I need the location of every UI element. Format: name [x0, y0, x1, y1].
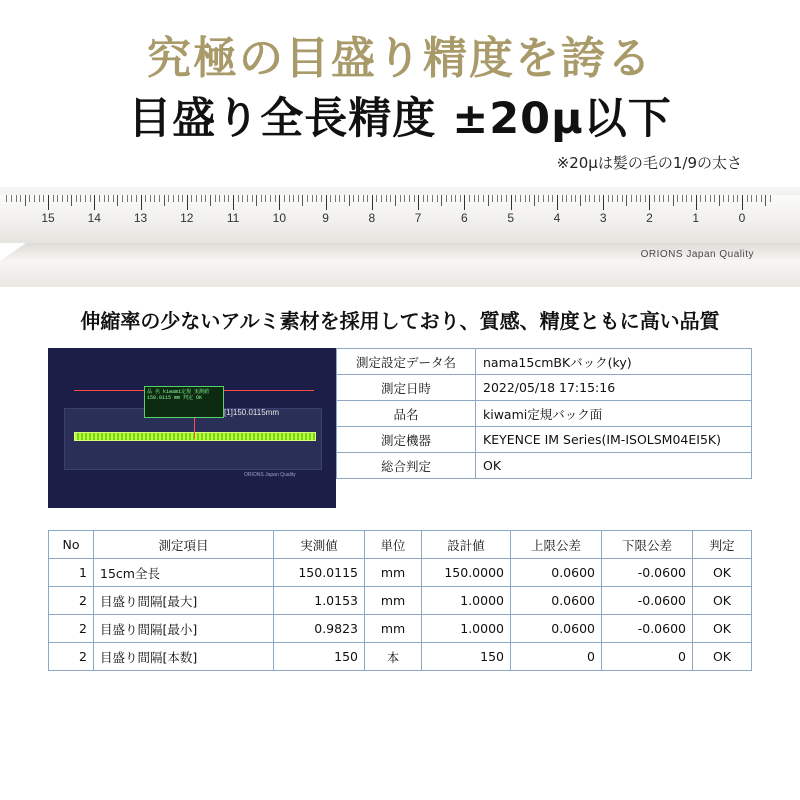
ruler-tick: [247, 195, 248, 202]
ruler-tick: [99, 195, 100, 202]
ruler-tick: [210, 195, 211, 206]
ruler-tick: [751, 195, 752, 202]
ruler-tick: [636, 195, 637, 202]
ruler-tick: [284, 195, 285, 202]
ruler-tick: [654, 195, 655, 202]
subtitle-text: 伸縮率の少ないアルミ素材を採用しており、質感、精度ともに高い品質: [80, 309, 720, 334]
ruler-tick: [279, 195, 280, 210]
results-cell-unit: mm: [365, 615, 422, 643]
results-cell-lower: 0: [602, 643, 693, 671]
ruler-tick: [275, 195, 276, 202]
ruler-tick: [76, 195, 77, 202]
ruler-number: 10: [272, 211, 287, 226]
ruler-tick: [187, 195, 188, 210]
ruler-tick: [67, 195, 68, 202]
ruler-number: 15: [41, 211, 55, 226]
measurement-info-table: [336, 348, 752, 479]
ruler-tick: [131, 195, 132, 202]
headline-footnote: ※20μは髪の毛の1/9の太さ: [556, 154, 742, 173]
results-header-row: [49, 531, 752, 559]
ruler-tick: [455, 195, 456, 202]
ruler-tick: [94, 195, 95, 210]
table-row: [49, 587, 752, 615]
ruler-base: [0, 261, 800, 287]
ruler-tick: [117, 195, 118, 206]
results-cell-upper: 0: [511, 643, 602, 671]
headline-block: [0, 0, 800, 173]
ruler-tick: [316, 195, 317, 202]
ruler-tick: [39, 195, 40, 202]
ruler-tick: [302, 195, 303, 206]
ruler-tick: [608, 195, 609, 202]
ruler-tick: [501, 195, 502, 202]
ruler-tick: [265, 195, 266, 202]
results-cell-lower: -0.0600: [602, 615, 693, 643]
ruler-tick: [53, 195, 54, 202]
ruler-tick: [191, 195, 192, 202]
results-cell-no: 2: [49, 587, 94, 615]
ruler-tick: [580, 195, 581, 206]
results-cell-lower: -0.0600: [602, 559, 693, 587]
ruler-tick: [562, 195, 563, 202]
ruler-tick: [446, 195, 447, 202]
ruler-tick: [506, 195, 507, 202]
ruler-tick: [747, 195, 748, 202]
ruler-number: 8: [368, 211, 376, 226]
results-header-cell: 実測値: [274, 531, 365, 559]
ruler-tick: [640, 195, 641, 202]
ruler-tick: [566, 195, 567, 202]
ruler-tick: [552, 195, 553, 202]
results-cell-design: 150: [422, 643, 511, 671]
ruler-tick: [104, 195, 105, 202]
ruler-tick: [363, 195, 364, 202]
ruler-number: 0: [738, 211, 746, 226]
ruler-tick: [557, 195, 558, 210]
ruler-tick: [233, 195, 234, 210]
ruler-tick: [659, 195, 660, 202]
ruler-tick: [451, 195, 452, 202]
ruler-tick: [85, 195, 86, 202]
ruler-tick: [441, 195, 442, 206]
ruler-tick: [603, 195, 604, 210]
info-row: [337, 401, 752, 427]
ruler-tick: [270, 195, 271, 202]
ruler-tick: [321, 195, 322, 202]
info-row-label: 測定日時: [337, 375, 476, 401]
ruler-tick: [543, 195, 544, 202]
results-cell-item: 目盛り間隔[最小]: [94, 615, 274, 643]
ruler-number: 11: [226, 211, 240, 226]
ruler-tick: [700, 195, 701, 202]
ruler-tick: [626, 195, 627, 206]
info-row-label: 測定機器: [337, 427, 476, 453]
ruler-tick: [90, 195, 91, 202]
ruler-tick: [427, 195, 428, 202]
ruler-tick: [339, 195, 340, 202]
ruler-body: [0, 195, 800, 244]
ruler-tick: [432, 195, 433, 202]
ruler-tick: [663, 195, 664, 202]
ruler-number: 12: [180, 211, 194, 226]
ruler-tick: [617, 195, 618, 202]
ruler-tick: [113, 195, 114, 202]
ruler-tick: [358, 195, 359, 202]
ruler-tick: [497, 195, 498, 202]
ruler-tick: [173, 195, 174, 202]
ruler-tick: [631, 195, 632, 202]
photo-small-text: ORIONS Japan Quality: [244, 472, 296, 479]
ruler-tick: [43, 195, 44, 202]
ruler-tick: [196, 195, 197, 202]
ruler-tick: [11, 195, 12, 202]
results-cell-measured: 150: [274, 643, 365, 671]
ruler-number: 1: [692, 211, 700, 226]
results-cell-item: 目盛り間隔[本数]: [94, 643, 274, 671]
ruler-tick: [330, 195, 331, 202]
ruler-tick: [723, 195, 724, 202]
results-cell-judge: OK: [693, 643, 752, 671]
ruler-tick: [696, 195, 697, 210]
ruler-number: 3: [599, 211, 607, 226]
ruler-tick: [400, 195, 401, 202]
results-cell-no: 1: [49, 559, 94, 587]
photo-overlay-readout: 品 名 kiwami定規 実測値 150.0115 mm 判定 OK: [144, 386, 224, 418]
ruler-tick: [386, 195, 387, 202]
ruler-tick: [515, 195, 516, 202]
ruler-tick: [150, 195, 151, 202]
ruler-tick: [164, 195, 165, 206]
results-cell-unit: 本: [365, 643, 422, 671]
ruler-tick: [159, 195, 160, 202]
ruler-tick: [307, 195, 308, 202]
info-row: [337, 375, 752, 401]
results-cell-item: 15cm全長: [94, 559, 274, 587]
ruler-tick: [728, 195, 729, 202]
results-section: [48, 530, 752, 671]
ruler-tick: [756, 195, 757, 202]
ruler-tick: [765, 195, 766, 206]
ruler-tick: [677, 195, 678, 202]
info-row: [337, 427, 752, 453]
ruler-tick: [298, 195, 299, 202]
ruler-tick: [25, 195, 26, 206]
ruler-number: 9: [322, 211, 329, 226]
info-row-label: 総合判定: [337, 453, 476, 479]
ruler-tick: [520, 195, 521, 202]
results-header-cell: 測定項目: [94, 531, 274, 559]
photo-measured-scale: [74, 432, 316, 441]
results-cell-design: 150.0000: [422, 559, 511, 587]
headline-primary: 究極の目盛り精度を誇る: [147, 33, 653, 84]
ruler-number: 2: [646, 211, 653, 226]
ruler-tick: [761, 195, 762, 202]
table-row: [49, 643, 752, 671]
ruler-tick: [376, 195, 377, 202]
results-cell-no: 2: [49, 643, 94, 671]
ruler-tick: [437, 195, 438, 202]
info-row: [337, 349, 752, 375]
ruler-number: 7: [414, 211, 422, 226]
ruler-tick: [353, 195, 354, 202]
results-cell-upper: 0.0600: [511, 615, 602, 643]
info-row-label: 品名: [337, 401, 476, 427]
results-cell-item: 目盛り間隔[最大]: [94, 587, 274, 615]
ruler-tick: [71, 195, 72, 206]
ruler-tick: [575, 195, 576, 202]
results-cell-judge: OK: [693, 587, 752, 615]
ruler-tick: [136, 195, 137, 202]
ruler-tick: [737, 195, 738, 202]
ruler-tick: [686, 195, 687, 202]
photo-dimension-label: [1]150.0115mm: [224, 408, 279, 418]
ruler-number: 14: [87, 211, 101, 226]
ruler-tick: [589, 195, 590, 202]
ruler-tick: [154, 195, 155, 202]
results-cell-no: 2: [49, 615, 94, 643]
ruler-tick: [372, 195, 373, 210]
ruler-tick: [367, 195, 368, 202]
ruler-tick: [511, 195, 512, 210]
ruler-tick: [261, 195, 262, 202]
ruler-tick: [201, 195, 202, 202]
ruler-tick: [205, 195, 206, 202]
ruler-tick: [719, 195, 720, 206]
results-cell-measured: 0.9823: [274, 615, 365, 643]
ruler-tick: [594, 195, 595, 202]
ruler-tick: [492, 195, 493, 202]
ruler-tick: [488, 195, 489, 206]
ruler-tick: [404, 195, 405, 202]
results-cell-unit: mm: [365, 587, 422, 615]
ruler-tick: [525, 195, 526, 202]
ruler-tick: [673, 195, 674, 206]
ruler-tick: [48, 195, 49, 210]
ruler-tick: [215, 195, 216, 202]
ruler-tick: [29, 195, 30, 202]
ruler-tick: [20, 195, 21, 202]
ruler-tick: [548, 195, 549, 202]
ruler-tick: [122, 195, 123, 202]
ruler-tick: [668, 195, 669, 202]
ruler-tick: [423, 195, 424, 202]
ruler-number: 5: [507, 211, 514, 226]
ruler-tick: [168, 195, 169, 202]
ruler-tick: [710, 195, 711, 202]
ruler-number: 6: [461, 211, 468, 226]
ruler-tick: [733, 195, 734, 202]
ruler-tick: [80, 195, 81, 202]
results-cell-lower: -0.0600: [602, 587, 693, 615]
ruler-tick: [414, 195, 415, 202]
ruler-tick: [242, 195, 243, 202]
ruler-tick: [34, 195, 35, 202]
info-row-value: nama15cmBKバック(ky): [476, 349, 752, 375]
ruler-number: 13: [133, 211, 148, 226]
table-row: [49, 559, 752, 587]
results-header-cell: 上限公差: [511, 531, 602, 559]
ruler-tick: [381, 195, 382, 202]
ruler-tick: [349, 195, 350, 206]
ruler-tick: [312, 195, 313, 202]
ruler-tick: [182, 195, 183, 202]
ruler-tick: [538, 195, 539, 202]
ruler-tick: [770, 195, 771, 202]
ruler-tick: [469, 195, 470, 202]
ruler-tick: [571, 195, 572, 202]
ruler-tick: [326, 195, 327, 210]
results-header-cell: 設計値: [422, 531, 511, 559]
ruler-tick: [464, 195, 465, 210]
ruler-tick: [108, 195, 109, 202]
measurement-photo: [48, 348, 336, 508]
ruler-tick: [57, 195, 58, 202]
ruler-tick: [395, 195, 396, 206]
ruler-tick: [344, 195, 345, 202]
ruler-tick: [599, 195, 600, 202]
ruler-tick: [127, 195, 128, 202]
ruler-tick: [534, 195, 535, 206]
ruler-tick: [705, 195, 706, 202]
ruler-tick: [224, 195, 225, 202]
ruler-tick: [6, 195, 7, 202]
ruler-left-tip: [0, 243, 26, 261]
results-cell-upper: 0.0600: [511, 587, 602, 615]
results-cell-unit: mm: [365, 559, 422, 587]
info-row: [337, 453, 752, 479]
results-cell-judge: OK: [693, 615, 752, 643]
ruler-tick: [474, 195, 475, 202]
ruler-tick: [682, 195, 683, 202]
ruler-tick: [622, 195, 623, 202]
ruler-tick: [418, 195, 419, 210]
ruler-tick: [289, 195, 290, 202]
info-row-label: 測定設定データ名: [337, 349, 476, 375]
ruler-tick: [141, 195, 142, 210]
ruler-brand-text: ORIONS Japan Quality: [640, 249, 754, 261]
ruler-photo: [0, 187, 800, 287]
ruler-tick: [714, 195, 715, 202]
ruler-tick: [390, 195, 391, 202]
info-row-value: kiwami定規バック面: [476, 401, 752, 427]
results-cell-measured: 1.0153: [274, 587, 365, 615]
ruler-tick: [238, 195, 239, 202]
ruler-tick: [178, 195, 179, 202]
table-row: [49, 615, 752, 643]
ruler-tick: [62, 195, 63, 202]
ruler-tick: [645, 195, 646, 202]
ruler-tick: [478, 195, 479, 202]
ruler-tick: [409, 195, 410, 202]
results-cell-design: 1.0000: [422, 587, 511, 615]
ruler-tick: [219, 195, 220, 202]
ruler-tick: [145, 195, 146, 202]
ruler-tick: [691, 195, 692, 202]
results-header-cell: 単位: [365, 531, 422, 559]
results-table: [48, 530, 752, 671]
headline-secondary: 目盛り全長精度 ±20μ以下: [128, 93, 672, 144]
ruler-tick: [335, 195, 336, 202]
ruler-tick: [483, 195, 484, 202]
ruler-tick: [256, 195, 257, 206]
ruler-tick: [293, 195, 294, 202]
ruler-tick: [742, 195, 743, 210]
ruler-tick: [612, 195, 613, 202]
info-row-value: 2022/05/18 17:15:16: [476, 375, 752, 401]
ruler-tick: [460, 195, 461, 202]
ruler-tick: [228, 195, 229, 202]
ruler-number: 4: [553, 211, 561, 226]
results-header-cell: 下限公差: [602, 531, 693, 559]
info-row-value: KEYENCE IM Series(IM-ISOLSM04EI5K): [476, 427, 752, 453]
results-cell-measured: 150.0115: [274, 559, 365, 587]
measurement-block: [48, 348, 752, 508]
info-row-value: OK: [476, 453, 752, 479]
results-cell-upper: 0.0600: [511, 559, 602, 587]
ruler-tick: [252, 195, 253, 202]
results-cell-design: 1.0000: [422, 615, 511, 643]
ruler-tick: [529, 195, 530, 202]
ruler-tick: [16, 195, 17, 202]
results-header-cell: 判定: [693, 531, 752, 559]
results-header-cell: No: [49, 531, 94, 559]
results-cell-judge: OK: [693, 559, 752, 587]
ruler-tick: [585, 195, 586, 202]
ruler-tick: [649, 195, 650, 210]
